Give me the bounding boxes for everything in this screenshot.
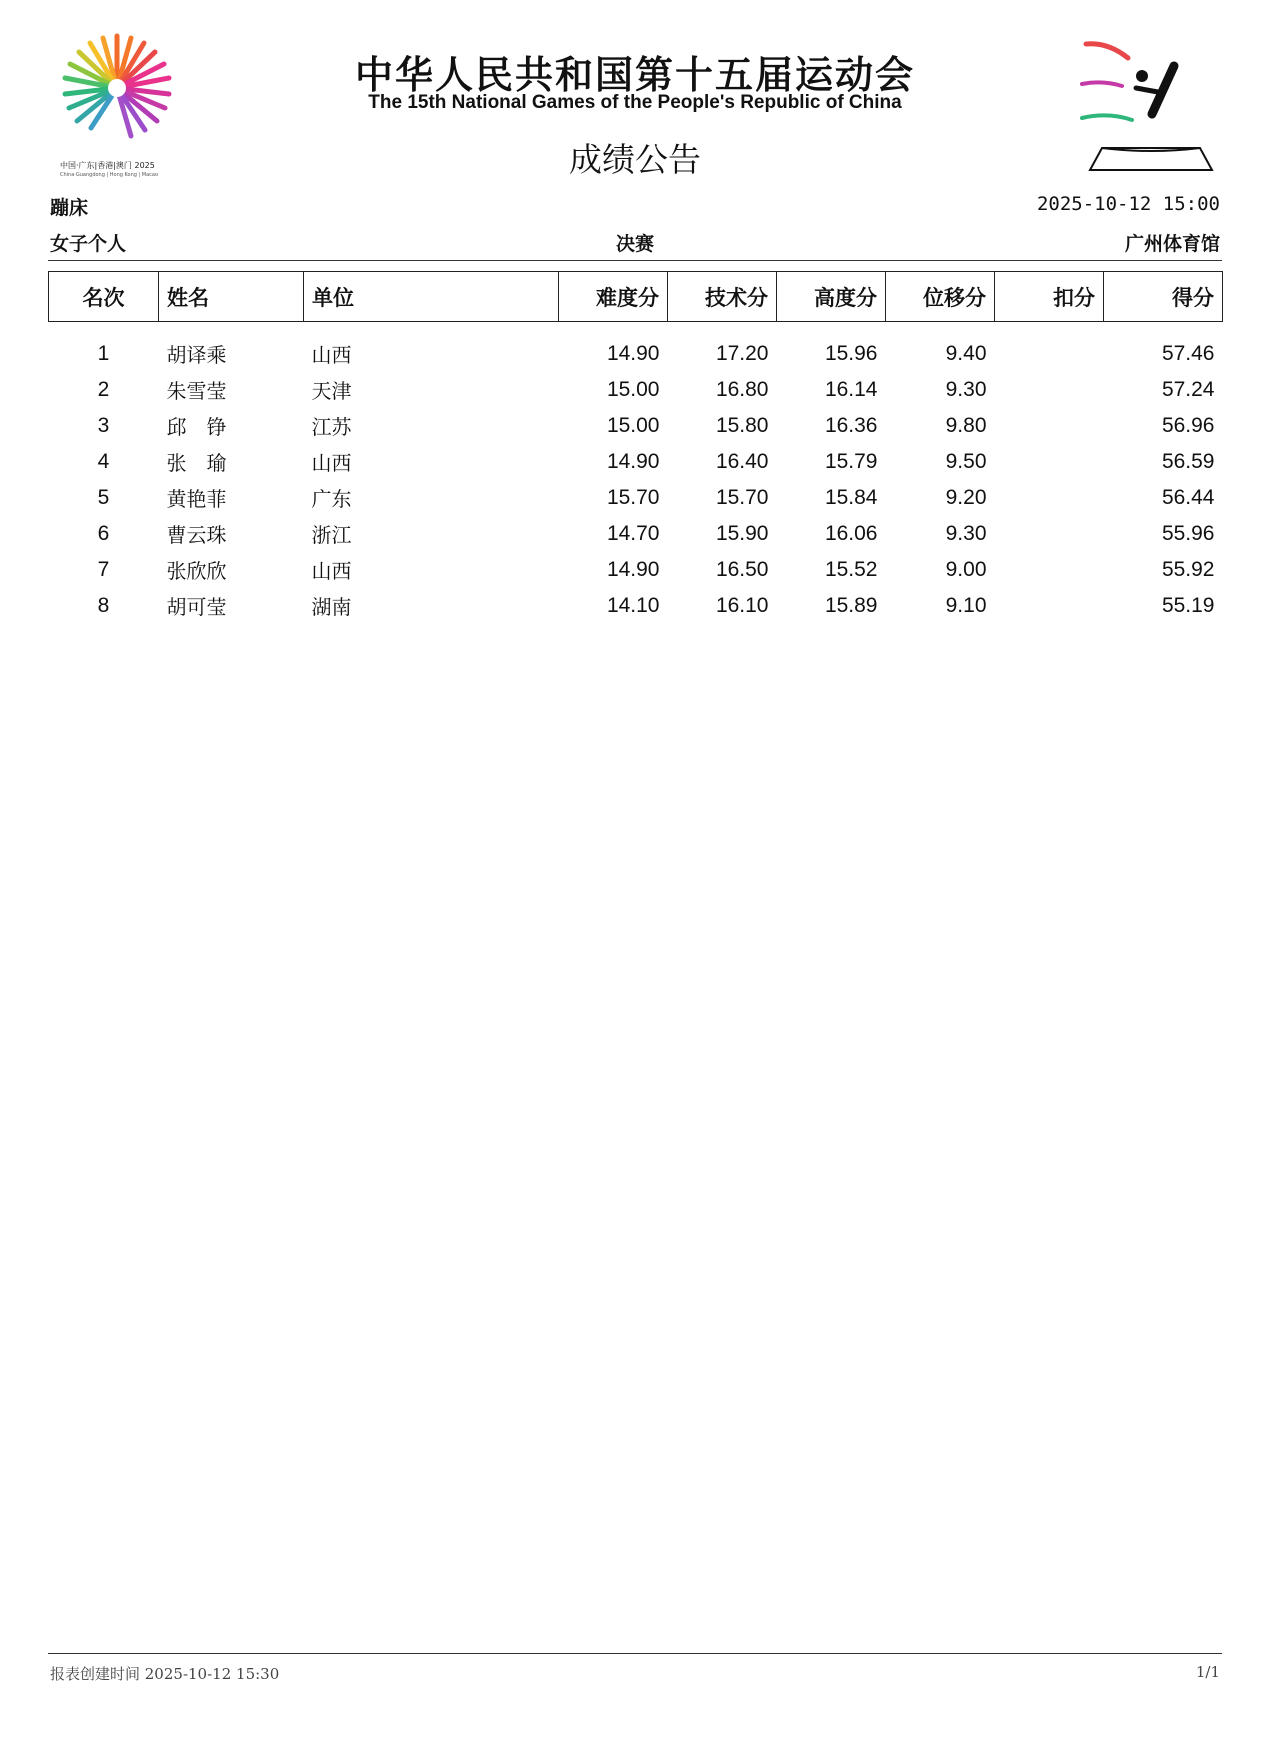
cell-name: 黄艳菲 xyxy=(166,487,227,511)
table-row xyxy=(49,372,1223,408)
sport-name: 蹦床 xyxy=(50,197,89,219)
cell-difficulty: 15.00 xyxy=(606,413,660,437)
table-row xyxy=(49,516,1223,552)
table-row xyxy=(49,408,1223,444)
cell-rank: 2 xyxy=(97,377,110,401)
cell-penalty xyxy=(995,552,1104,588)
cell-execution: 15.90 xyxy=(715,521,769,545)
cell-displacement: 9.10 xyxy=(945,593,987,617)
cell-penalty xyxy=(995,516,1104,552)
cell-name: 曹云珠 xyxy=(166,523,227,547)
cell-displacement: 9.80 xyxy=(945,413,987,437)
column-header-execution: 技术分 xyxy=(668,272,777,322)
cell-difficulty: 14.90 xyxy=(606,557,660,581)
cell-name: 朱雪莹 xyxy=(166,379,227,403)
cell-execution: 15.70 xyxy=(715,485,769,509)
column-header-height: 高度分 xyxy=(777,272,886,322)
cell-execution: 16.80 xyxy=(715,377,769,401)
table-row xyxy=(49,322,1223,372)
column-header-total: 得分 xyxy=(1104,272,1223,322)
cell-execution: 16.50 xyxy=(715,557,769,581)
cell-name: 张欣欣 xyxy=(166,559,227,583)
cell-height: 16.36 xyxy=(824,413,878,437)
cell-rank: 3 xyxy=(97,413,110,437)
cell-execution: 16.10 xyxy=(715,593,769,617)
column-header-displacement: 位移分 xyxy=(886,272,995,322)
cell-rank: 1 xyxy=(97,341,110,365)
page-number: 1/1 xyxy=(1195,1663,1220,1681)
cell-height: 15.52 xyxy=(824,557,878,581)
cell-execution: 15.80 xyxy=(715,413,769,437)
cell-height: 15.89 xyxy=(824,593,878,617)
event-venue: 广州体育馆 xyxy=(1124,233,1220,255)
trampoline-pictogram-icon xyxy=(1078,36,1224,176)
cell-penalty xyxy=(995,444,1104,480)
cell-unit: 山西 xyxy=(311,343,352,368)
cell-penalty xyxy=(995,322,1104,372)
column-header-rank: 名次 xyxy=(49,272,159,322)
games-title-cn: 中华人民共和国第十五届运动会 xyxy=(354,53,915,97)
table-row xyxy=(49,444,1223,480)
cell-total: 55.19 xyxy=(1161,593,1215,617)
cell-penalty xyxy=(995,408,1104,444)
cell-unit: 山西 xyxy=(311,451,352,475)
cell-penalty xyxy=(995,480,1104,516)
cell-rank: 7 xyxy=(97,557,110,581)
cell-total: 56.59 xyxy=(1161,449,1215,473)
cell-total: 56.96 xyxy=(1161,413,1215,437)
cell-unit: 广东 xyxy=(311,487,352,511)
column-header-penalty: 扣分 xyxy=(995,272,1104,322)
cell-unit: 湖南 xyxy=(311,595,352,619)
cell-height: 15.79 xyxy=(824,449,878,473)
cell-execution: 17.20 xyxy=(715,341,769,365)
event-phase: 决赛 xyxy=(615,233,654,255)
table-header-row xyxy=(49,272,1223,322)
cell-rank: 5 xyxy=(97,485,110,509)
cell-total: 55.96 xyxy=(1161,521,1215,545)
cell-displacement: 9.30 xyxy=(945,521,987,545)
table-row xyxy=(49,480,1223,516)
cell-name: 胡可莹 xyxy=(166,595,227,619)
games-title-en: The 15th National Games of the People's Republic of China xyxy=(368,92,902,113)
cell-unit: 江苏 xyxy=(311,415,352,439)
cell-height: 16.14 xyxy=(824,377,878,401)
cell-height: 16.06 xyxy=(824,521,878,545)
cell-rank: 6 xyxy=(97,521,110,545)
cell-rank: 8 xyxy=(97,593,110,617)
event-name: 女子个人 xyxy=(50,233,127,255)
cell-penalty xyxy=(995,372,1104,408)
cell-height: 15.96 xyxy=(824,341,878,365)
table-row xyxy=(49,552,1223,588)
cell-difficulty: 14.70 xyxy=(606,521,660,545)
cell-execution: 16.40 xyxy=(715,449,769,473)
cell-total: 56.44 xyxy=(1161,485,1215,509)
column-header-difficulty: 难度分 xyxy=(559,272,668,322)
cell-penalty xyxy=(995,588,1104,624)
cell-difficulty: 15.00 xyxy=(606,377,660,401)
column-header-name: 姓名 xyxy=(159,272,304,322)
cell-displacement: 9.30 xyxy=(945,377,987,401)
cell-name: 邱 铮 xyxy=(166,415,227,439)
results-table xyxy=(48,271,1223,624)
emblem-slogan-cn: 中国·广东|香港|澳门 2025 xyxy=(60,161,155,170)
cell-name: 胡译乘 xyxy=(166,343,227,368)
cell-name: 张 瑜 xyxy=(166,451,227,475)
cell-total: 57.46 xyxy=(1161,341,1215,365)
event-datetime: 2025-10-12 15:00 xyxy=(1036,193,1220,215)
cell-unit: 浙江 xyxy=(311,523,352,547)
cell-unit: 天津 xyxy=(311,379,352,403)
header-divider xyxy=(48,260,1222,261)
cell-displacement: 9.20 xyxy=(945,485,987,509)
emblem-slogan-en: China·Guangdong | Hong Kong | Macao xyxy=(60,172,159,178)
column-header-unit: 单位 xyxy=(304,272,559,322)
cell-displacement: 9.00 xyxy=(945,557,987,581)
cell-difficulty: 14.10 xyxy=(606,593,660,617)
cell-displacement: 9.50 xyxy=(945,449,987,473)
cell-total: 55.92 xyxy=(1161,557,1215,581)
cell-difficulty: 14.90 xyxy=(606,341,660,365)
page-title: 成绩公告 xyxy=(569,140,701,179)
cell-difficulty: 14.90 xyxy=(606,449,660,473)
report-created-time: 报表创建时间 2025-10-12 15:30 xyxy=(50,1665,280,1683)
cell-total: 57.24 xyxy=(1161,377,1215,401)
cell-unit: 山西 xyxy=(311,559,352,583)
cell-height: 15.84 xyxy=(824,485,878,509)
footer-divider xyxy=(48,1653,1222,1654)
cell-rank: 4 xyxy=(97,449,110,473)
cell-displacement: 9.40 xyxy=(945,341,987,365)
cell-difficulty: 15.70 xyxy=(606,485,660,509)
table-row xyxy=(49,588,1223,624)
